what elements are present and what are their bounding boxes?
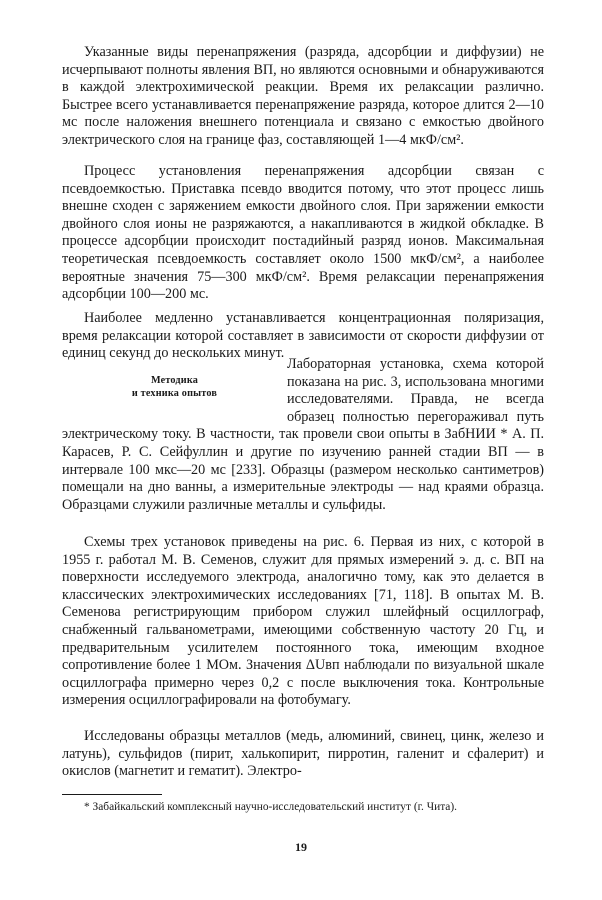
side-heading-line-2: и техника опытов xyxy=(131,388,218,400)
paragraph-relaxation-types: Указанные виды перенапряжения (разряда, адсорбции и диффузии) не исчерпывают полноты явления ВП, но являются основными и обнаруживаются в каждой электрохимической реакции. Время их релаксации различно. Быстрее всего устанавливается перенапряжение разряда, которое длится 2—10 мс после наложения внешнего потенциала и связано с емкостью двойного электрического слоя на границе фаз, составляющей 1—4 мкФ/см². xyxy=(62,44,544,148)
page-number: 19 xyxy=(295,840,307,854)
side-heading-line-1: Методика xyxy=(150,375,199,386)
section-side-heading xyxy=(62,374,287,424)
footnote-divider xyxy=(62,794,162,795)
footnote: * Забайкальский комплексный научно-исследовательский институт (г. Чита). xyxy=(84,801,458,813)
paragraph-three-setups: Схемы трех установок приведены на рис. 6. Первая из них, с которой в 1955 г. работал М. В. Семенов, служит для прямых измерений э. д. с. ВП на поверхности исследуемого электрода, аналогично тому, как это делается в классических электрохимических исследованиях [71, 118]. В опытах М. В. Семенова регистрирующим прибором служил шлейфный осциллограф, снабженный гальванометрами, имеющими собственную частоту 20 Гц, и предварительным усилителем постоянного тока, имеющим входное сопротивление более 1 МОм. Значения ΔUвп наблюдали по визуальной шкале осциллографа примерно через 0,2 с после выключения тока. Контрольные измерения осциллографировали на фотобумагу. xyxy=(62,534,544,709)
paragraph-concentration-polarization: Наиболее медленно устанавливается концентрационная поляризация, время релаксации которой составляет в зависимости от скорости диффузии от единиц секунд до нескольких минут. xyxy=(62,310,544,362)
paragraph-samples-studied: Исследованы образцы металлов (медь, алюминий, свинец, цинк, железо и латунь), сульфидов (пирит, халькопирит, пирротин, галенит и сфалерит) и окислов (магнетит и гематит). Электро- xyxy=(62,728,544,780)
section-methods xyxy=(62,356,544,514)
paragraph-laboratory-setup: Лабораторная установка, схема которой показана на рис. 3, использована многими исследователями. Правда, не всегда образец полностью перегораживал путь электрическому току. В частности, так провели свои опыты в ЗабНИИ * А. П. Карасев, Р. С. Сейфуллин и другие по изучению ранней стадии ВП — в интервале 100 мкс—20 мс [233]. Образцы (размером несколько сантиметров) помещали на дно ванны, а измерительные электроды — над краями образца. Образцами служили различные металлы и сульфиды. xyxy=(62,356,544,513)
paragraph-adsorption-pseudocapacity: Процесс установления перенапряжения адсорбции связан с псевдоемкостью. Приставка псевдо вводится потому, что этот процесс лишь внешне сходен с заряжением емкости двойного слоя. При заряжении емкости двойного слоя ионы не разряжаются, а накапливаются в жидкой обкладке. В процессе адсорбции происходит постадийный разряд ионов. Максимальная теоретическая псевдоемкость составляет около 1500 мкФ/см², а наиболее вероятные значения 75—300 мкФ/см². Время релаксации перенапряжения адсорбции 100—200 мс. xyxy=(62,163,544,303)
